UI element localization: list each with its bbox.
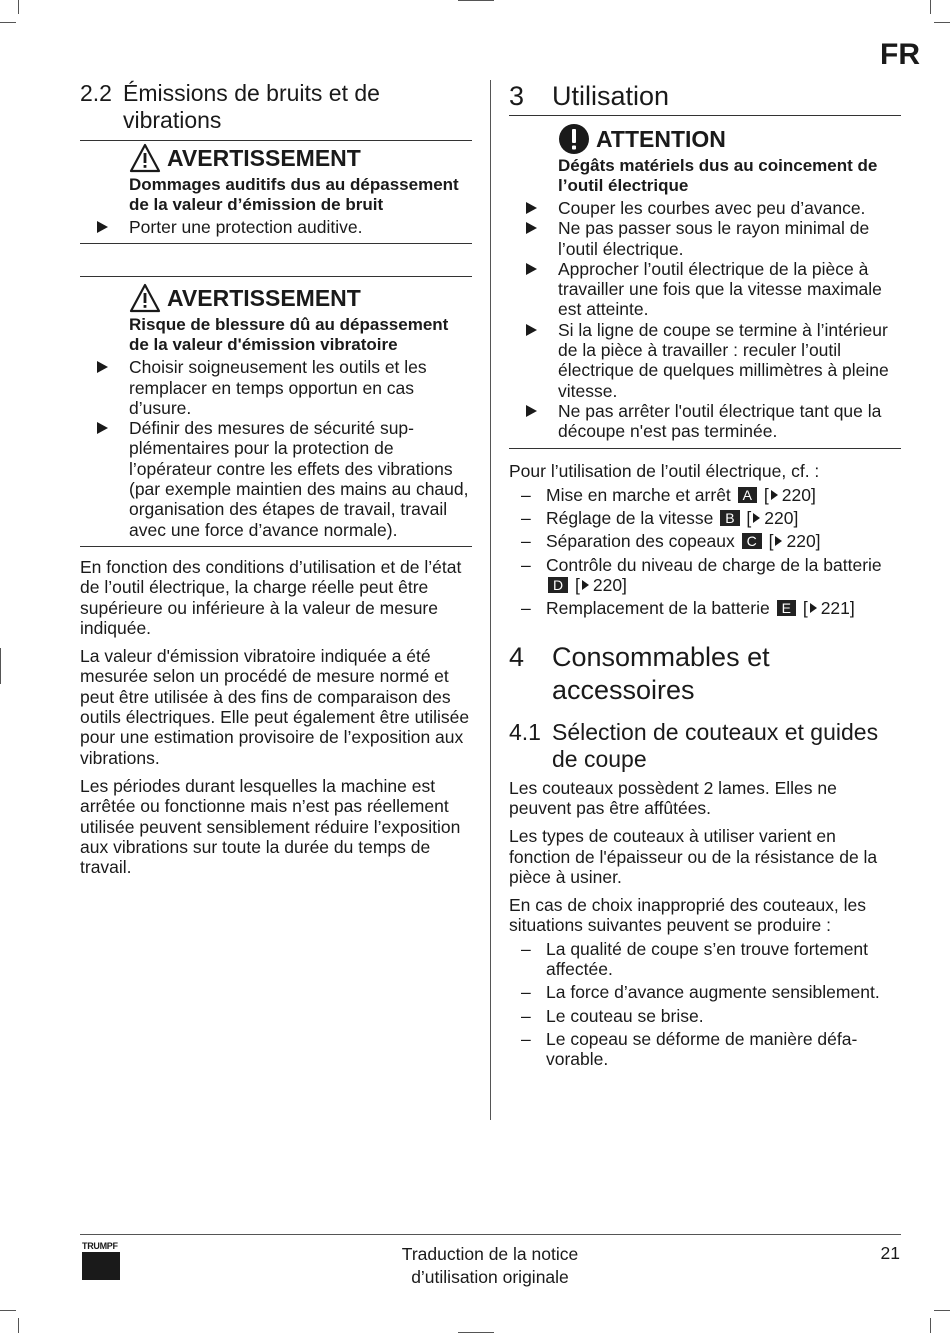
crop-mark bbox=[930, 1318, 931, 1333]
usage-intro: Pour l’utilisation de l’outil électrique, cf. : bbox=[509, 460, 820, 481]
consequence-list bbox=[509, 939, 901, 1070]
triangle-bullet-icon bbox=[526, 324, 537, 336]
language-label: FR bbox=[880, 38, 920, 71]
triangle-bullet-icon bbox=[526, 222, 537, 234]
crop-mark bbox=[0, 22, 16, 23]
attention-header bbox=[558, 122, 901, 156]
left-column bbox=[80, 80, 472, 885]
warning-subtitle: Risque de blessure dû au dépassement de la valeur d'émission vibratoire bbox=[129, 315, 449, 355]
attention-measures bbox=[509, 198, 901, 442]
crop-mark bbox=[18, 1318, 19, 1333]
page-reference[interactable]: 220] bbox=[764, 508, 799, 529]
paragraph: Les types de couteaux à utiliser varient en fonction de l'épaisseur ou de la résistance de la pièce à usiner. bbox=[509, 826, 878, 887]
list-item: – Contrôle du niveau de charge de la batterie D [ 220] bbox=[521, 554, 882, 596]
paragraph: En fonction des conditions d’utilisation et de l’état de l’outil électrique, la charge réelle peut être supérieure ou inférieure à la valeur de mesure indiquée. bbox=[80, 556, 462, 638]
attention-box bbox=[509, 122, 901, 449]
list-item: – Le couteau se brise. bbox=[521, 1005, 704, 1026]
section-number: 4.1 bbox=[509, 718, 541, 745]
warning-title: AVERTISSEMENT bbox=[167, 144, 361, 171]
crop-mark bbox=[458, 0, 494, 1]
exclamation-circle-icon bbox=[558, 123, 590, 155]
warning-title: AVERTISSEMENT bbox=[167, 284, 361, 311]
list-item: – Réglage de la vitesse B [ 220] bbox=[521, 508, 799, 529]
section-number: 2.2 bbox=[80, 80, 112, 106]
list-item: – La force d’avance augmente sensiblement. bbox=[521, 982, 880, 1003]
page-reference-icon bbox=[775, 536, 782, 546]
crop-mark bbox=[0, 1310, 16, 1311]
triangle-bullet-icon bbox=[97, 422, 108, 434]
triangle-bullet-icon bbox=[526, 263, 537, 275]
usage-references bbox=[509, 485, 901, 619]
section-heading-4 bbox=[509, 641, 901, 709]
section-title: Sélection de couteaux et guides de coupe bbox=[552, 718, 879, 772]
page-reference-icon bbox=[771, 490, 778, 500]
crop-mark bbox=[930, 0, 931, 14]
warning-subtitle: Dommages auditifs dus au dépassement de la valeur d’émission de bruit bbox=[129, 175, 459, 214]
warning-header bbox=[129, 141, 472, 175]
page-reference[interactable]: 221] bbox=[820, 598, 855, 619]
warning-noise bbox=[80, 141, 472, 244]
page-reference[interactable]: 220] bbox=[781, 484, 816, 505]
footer-divider bbox=[80, 1234, 901, 1235]
section-heading-3 bbox=[509, 80, 901, 116]
list-item: Couper les courbes avec peu d’avance. bbox=[509, 198, 901, 218]
list-item: – Le copeau se déforme de manière défavorable. bbox=[521, 1028, 858, 1070]
triangle-bullet-icon bbox=[526, 405, 537, 417]
warning-triangle-icon bbox=[129, 143, 161, 173]
paragraph: Les couteaux possèdent 2 lames. Elles ne peuvent pas être affûtées. bbox=[509, 777, 837, 818]
attention-subtitle: Dégâts matériels dus au coincement de l’outil électrique bbox=[558, 156, 878, 195]
list-item: – Séparation des copeaux C [ 220] bbox=[521, 531, 821, 552]
list-item: Définir des mesures de sécurité supplémentaires pour la protection de l’opérateur contre les effets des vibrations (par exemple maintien des mains au chaud, organisation des étapes de travail, travail avec une force d’avance normale). bbox=[80, 418, 472, 540]
list-item: – La qualité de coupe s’en trouve fortement affectée. bbox=[521, 938, 869, 980]
crop-mark bbox=[934, 22, 950, 23]
list-item: Ne pas arrêter l'outil électrique tant que la découpe n'est pas terminée. bbox=[509, 401, 901, 442]
section-title: Utilisation bbox=[552, 81, 670, 111]
list-item: Approcher l’outil électrique de la pièce à travailler une fois que la vitesse maximale est atteinte. bbox=[509, 259, 901, 320]
page-number: 21 bbox=[880, 1243, 900, 1263]
paragraph: Les périodes durant lesquelles la machine est arrêtée ou fonctionne mais n’est pas réellement utilisée peuvent sensiblement réduire l’exposition aux vibrations sur toute la durée du temps de travail. bbox=[80, 775, 461, 878]
warning-vibration bbox=[80, 276, 472, 547]
list-item: – Mise en marche et arrêt A [ 220] bbox=[521, 484, 816, 505]
warning-triangle-icon bbox=[129, 283, 161, 313]
warning-measures bbox=[80, 217, 472, 237]
trumpf-logo bbox=[82, 1241, 122, 1280]
page-reference-icon bbox=[582, 580, 589, 590]
page-reference-icon bbox=[753, 513, 760, 523]
crop-mark bbox=[0, 648, 1, 684]
logo-text: TRUMPF bbox=[82, 1241, 118, 1251]
list-item: Ne pas passer sous le rayon minimal de l’outil électrique. bbox=[509, 218, 901, 259]
reference-key: D bbox=[548, 577, 568, 593]
triangle-bullet-icon bbox=[97, 221, 108, 233]
paragraph: La valeur d'émission vibratoire indiquée a été mesurée selon un procédé de mesure normé et peut être utilisée à des fins de comparaison des outils électriques. Elle peut également être utilisée pour une estimation provisoire de l’exposition aux vibrations. bbox=[80, 646, 470, 768]
triangle-bullet-icon bbox=[97, 361, 108, 373]
section-title: Consommables et accessoires bbox=[552, 641, 770, 705]
reference-key: E bbox=[777, 600, 796, 616]
page-reference-icon bbox=[810, 603, 817, 613]
section-number: 3 bbox=[509, 81, 525, 111]
section-number: 4 bbox=[509, 641, 525, 672]
warning-header bbox=[129, 281, 472, 315]
list-item: Porter une protection auditive. bbox=[80, 217, 472, 237]
reference-key: C bbox=[742, 533, 762, 549]
reference-key: A bbox=[738, 487, 757, 503]
list-item: Choisir soigneusement les outils et les remplacer en temps opportun en cas d’usure. bbox=[80, 357, 472, 418]
reference-key: B bbox=[720, 510, 739, 526]
column-divider bbox=[490, 80, 491, 1120]
attention-title: ATTENTION bbox=[596, 125, 726, 152]
warning-measures bbox=[80, 357, 472, 540]
footer-caption: Traduction de la notice d’utilisation originale bbox=[401, 1244, 579, 1287]
section-title: Émissions de bruits et de vibrations bbox=[123, 80, 380, 133]
list-item: Si la ligne de coupe se termine à l’intérieur de la pièce à travailler : reculer l’outil électrique de quelques millimètres à pleine vitesse. bbox=[509, 320, 901, 401]
right-column bbox=[509, 80, 901, 1076]
crop-mark bbox=[934, 1310, 950, 1311]
section-heading-2-2 bbox=[80, 80, 472, 141]
logo-block bbox=[82, 1252, 120, 1280]
page-reference[interactable]: 220] bbox=[786, 531, 821, 552]
section-heading-4-1 bbox=[509, 719, 901, 773]
page-reference[interactable]: 220] bbox=[592, 575, 627, 596]
list-item: – Remplacement de la batterie E [ 221] bbox=[521, 598, 855, 619]
crop-mark bbox=[18, 0, 19, 14]
triangle-bullet-icon bbox=[526, 202, 537, 214]
paragraph: En cas de choix inapproprié des couteaux, les situations suivantes peuvent se produire : bbox=[509, 895, 867, 936]
